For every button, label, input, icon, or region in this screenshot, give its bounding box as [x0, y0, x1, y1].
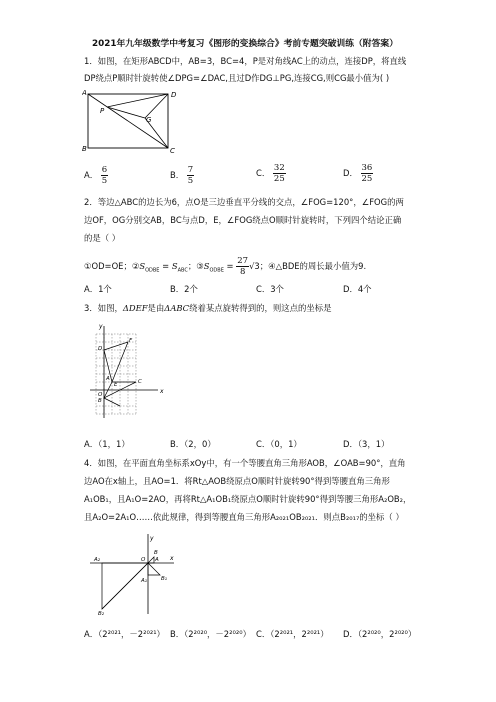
q4-text-line2: 边AO在x轴上，且AO=1．将Rt△AOB绕原点O顺时针旋转90°得到等腰直角三角形 — [84, 476, 390, 486]
q4-label-x: x — [170, 555, 174, 562]
q1-option-c[interactable]: C． $\frac{32}{25}$ — [256, 163, 285, 184]
q3-label-e: E — [114, 382, 118, 388]
q3-label-f: F — [129, 338, 133, 344]
q1-label-c: C — [170, 147, 175, 154]
q4-label-b2: B₂ — [98, 611, 104, 616]
q3-option-c[interactable]: C．（0，1） — [256, 439, 302, 449]
q3-label-b: B — [98, 398, 102, 404]
q1-figure-rectangle — [82, 88, 186, 154]
q4-label-a: A — [155, 557, 159, 563]
q4-text-line3: A₁OB₁，且A₁O=2AO，再将Rt△A₁OB₁绕原点O顺时针旋转90°得到等腰三角形A₂OB₂， — [84, 494, 412, 504]
q2-text-line3: 的是（ ） — [84, 233, 121, 243]
q2-option-a[interactable]: A．1个 — [84, 284, 112, 294]
q4-label-a1: A₁ — [141, 578, 147, 584]
q3-figure-grid — [86, 320, 170, 420]
q2-text-line1: 2．等边△ABC的边长为6，点O是三边垂直平分线的交点，∠FOG=120°，∠FOG的两 — [84, 197, 404, 207]
q1-label-d: D — [171, 91, 177, 99]
q1-text-line1: 1．如图，在矩形ABCD中，AB=3，BC=4，P是对角线AC上的动点，连接DP，将直线 — [84, 56, 407, 66]
q3-label-o: O — [98, 392, 103, 398]
q3-option-d[interactable]: D．（3，1） — [343, 439, 390, 449]
q1-label-p: P — [100, 107, 105, 115]
q1-option-b[interactable]: B． $\frac{7}{5}$ — [170, 165, 194, 186]
q2-option-b[interactable]: B．2个 — [170, 284, 198, 294]
q4-label-b1: B₁ — [161, 576, 167, 582]
q2-option-d[interactable]: D．4个 — [343, 284, 372, 294]
q4-option-a[interactable]: A．（2²⁰²¹，－2²⁰²¹） — [84, 629, 165, 639]
page-title: 2021年九年级数学中考复习《图形的变换综合》考前专题突破训练（附答案） — [92, 39, 398, 49]
q4-label-o: O — [141, 557, 146, 563]
q4-text-line4: 且A₂O=2A₁O……依此规律，得到等腰直角三角形A₂₀₂₁OB₂₀₂₁．则点B₂₀₁₇的坐标（ ） — [84, 512, 404, 522]
q4-text-line1: 4．如图，在平面直角坐标系xOy中，有一个等腰直角三角形AOB，∠OAB=90°，直角 — [84, 458, 406, 468]
q3-label-d: D — [98, 346, 103, 352]
q1-label-g: G — [146, 116, 152, 124]
q4-option-c[interactable]: C．（2²⁰²¹，2²⁰²¹） — [256, 629, 329, 639]
q4-option-b[interactable]: B．（2²⁰²⁰，－2²⁰²⁰） — [170, 629, 251, 639]
q1-label-b: B — [82, 145, 87, 153]
q1-label-a: A — [82, 89, 87, 97]
q4-option-d[interactable]: D．（2²⁰²⁰，2²⁰²⁰） — [343, 629, 417, 639]
q3-label-c: C — [138, 379, 142, 385]
q4-label-b: B — [154, 550, 158, 556]
q2-statements: ①OD=OE；$②S_{ODBE} = S_{ABC}$；$③S_{ODBE}$ = $\frac{27}{8}$ √3；④△BDE的周长最小值为9. — [84, 256, 367, 277]
q3-option-a[interactable]: A．（1，1） — [84, 439, 130, 449]
q1-option-a[interactable]: A． $\frac{6}{5}$ — [84, 165, 108, 186]
q1-text-line2: DP绕点P顺时针旋转使∠DPG=∠DAC,且过D作DG⊥PG,连接CG,则CG最小值为( ) — [84, 73, 390, 83]
q3-label-y: y — [99, 323, 103, 330]
q3-label-x: x — [160, 388, 164, 395]
q2-option-c[interactable]: C．3个 — [256, 284, 284, 294]
q4-label-y: y — [150, 535, 154, 542]
q2-text-line2: 边OF，OG分别交AB，BC与点D，E，∠FOG绕点O顺时针旋转时，下列四个结论正确 — [84, 215, 402, 225]
q3-text-line1: 3．如图，ΔDEF是由ΔABC绕着某点旋转得到的，则这点的坐标是 — [84, 303, 332, 313]
q1-option-d[interactable]: D． $\frac{36}{25}$ — [343, 163, 373, 184]
q4-label-a2: A₂ — [94, 557, 100, 563]
q3-label-a: A — [106, 376, 110, 382]
q4-figure-triangles — [88, 530, 178, 616]
q3-option-b[interactable]: B．（2，0） — [170, 439, 216, 449]
